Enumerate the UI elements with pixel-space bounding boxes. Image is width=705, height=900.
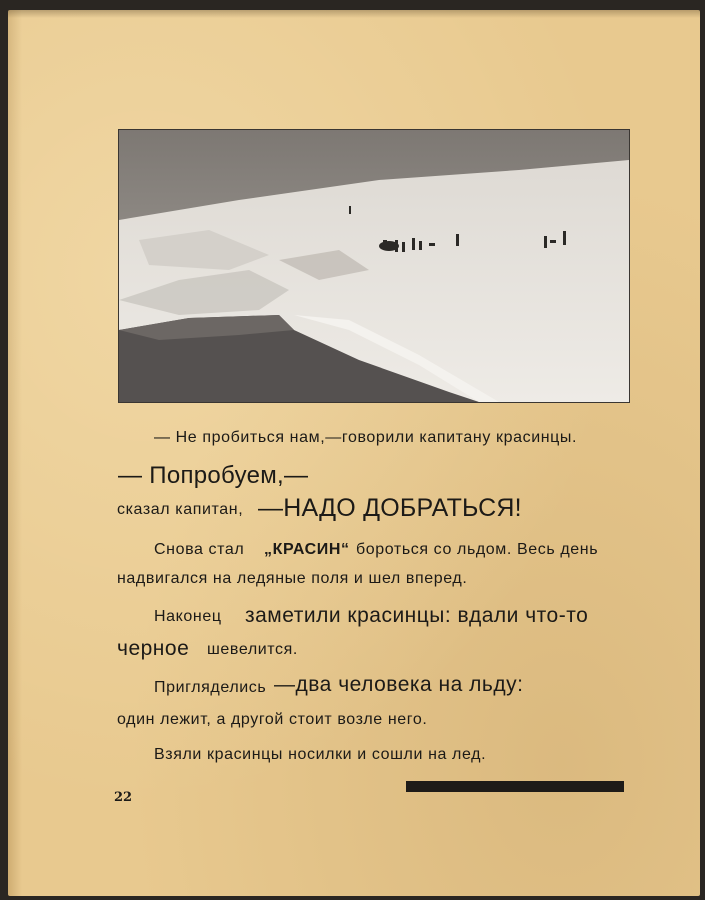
paragraph-line-4-end: бороться со льдом. Весь день [356,541,599,558]
paragraph-line-10: Взяли красинцы носилки и сошли на лед. [154,746,487,763]
ship-name: „КРАСИН“ [264,541,350,558]
page-number: 22 [114,790,133,805]
paragraph-line-5: надвигался на ледяные поля и шел вперед. [117,570,468,587]
arctic-ice-photo-icon [119,130,629,402]
dialogue-line-2: — Попробуем,— [118,462,309,489]
paragraph-line-6-end: заметили красинцы: вдали что-то [245,604,589,627]
decorative-rule [406,781,624,792]
page-edge-shadow [8,10,700,18]
paragraph-line-7-end: шевелится. [207,641,298,658]
paragraph-line-4-start: Снова стал [154,541,245,558]
paragraph-line-7-start: черное [117,637,190,660]
dialogue-line-3-exclamation: —НАДО ДОБРАТЬСЯ! [258,494,522,522]
book-page [8,10,700,896]
paragraph-line-8-end: —два человека на льду: [274,673,524,696]
paragraph-line-9: один лежит, а другой стоит возле него. [117,711,428,728]
dialogue-line-3-speaker: сказал капитан, [117,501,244,518]
paragraph-line-8-start: Пригляделись [154,679,267,696]
paragraph-line-6-start: Наконец [154,608,222,625]
caption-line-1: — Не пробиться нам,—говорили капитану красинцы. [154,429,578,446]
arctic-ice-photo [118,129,630,403]
